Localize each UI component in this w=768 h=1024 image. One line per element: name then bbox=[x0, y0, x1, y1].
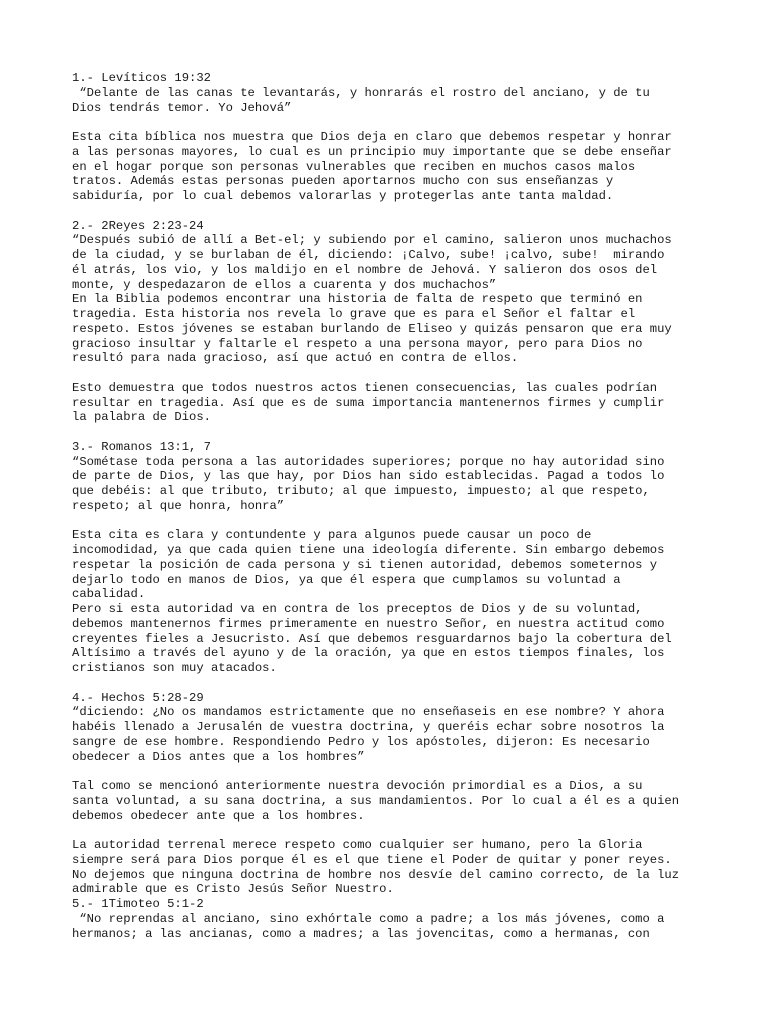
text-line: respeto. Estos jóvenes se estaban burlando de Eliseo y quizás pensaron que era muy bbox=[72, 321, 672, 336]
text-line: Esto demuestra que todos nuestros actos tienen consecuencias, las cuales podrían bbox=[72, 380, 658, 395]
text-line: Dios tendrás temor. Yo Jehová” bbox=[72, 100, 292, 115]
text-line: “Delante de las canas te levantarás, y honrarás el rostro del anciano, y de tu bbox=[72, 85, 650, 100]
text-line: debemos mantenernos firmes primeramente en nuestro Señor, en nuestra actitud como bbox=[72, 616, 665, 631]
text-line: de parte de Dios, y las que hay, por Dios han sido establecidas. Pagad a todos lo bbox=[72, 469, 665, 484]
text-line: en el hogar porque son personas vulnerables que reciben en muchos casos malos bbox=[72, 159, 636, 174]
text-line: “diciendo: ¿No os mandamos estrictamente que no enseñaseis en ese nombre? Y ahora bbox=[72, 705, 665, 720]
section-heading bbox=[72, 71, 712, 86]
text-line: la palabra de Dios. bbox=[72, 410, 211, 425]
text-line: santa voluntad, a su sana doctrina, a sus mandamientos. Por lo cual a él es a quien bbox=[72, 793, 680, 808]
body-paragraph bbox=[72, 292, 712, 366]
body-paragraph bbox=[72, 838, 712, 897]
bible-quote bbox=[72, 705, 712, 764]
text-line: a las personas mayores, lo cual es un principio muy importante que se debe enseñar bbox=[72, 144, 672, 159]
section-heading bbox=[72, 897, 712, 912]
text-line: Tal como se mencionó anteriormente nuestra devoción primordial es a Dios, a su bbox=[72, 779, 643, 793]
text-line: No dejemos que ninguna doctrina de hombre nos desvíe del camino correcto, de la luz bbox=[72, 867, 680, 882]
text-line: En la Biblia podemos encontrar una historia de falta de respeto que terminó en bbox=[72, 292, 643, 307]
body-paragraph bbox=[72, 130, 712, 204]
text-line: cabalidad. bbox=[72, 587, 146, 602]
text-line: “Después subió de allí a Bet-el; y subiendo por el camino, salieron unos muchachos bbox=[72, 233, 672, 248]
text-line: respeto; al que honra, honra” bbox=[72, 498, 285, 513]
text-line: “No reprendas al anciano, sino exhórtale como a padre; a los más jóvenes, como a bbox=[72, 911, 665, 926]
paragraph-spacer bbox=[72, 514, 712, 529]
bible-quote bbox=[72, 86, 712, 116]
text-line: que debéis: al que tributo, tributo; al que impuesto, impuesto; al que respeto, bbox=[72, 484, 650, 498]
text-line: 4.- Hechos 5:28-29 bbox=[72, 690, 204, 705]
text-line: resultar en tragedia. Así que es de suma importancia mantenernos firmes y cumplir bbox=[72, 395, 665, 410]
text-line: “Sométase toda persona a las autoridades superiores; porque no hay autoridad sino bbox=[72, 454, 665, 469]
text-line: 3.- Romanos 13:1, 7 bbox=[72, 439, 211, 454]
text-line: siempre será para Dios porque él es el que tiene el Poder de quitar y poner reyes. bbox=[72, 852, 672, 867]
text-line: de la ciudad, y se burlaban de él, diciendo: ¡Calvo, sube! ¡calvo, sube! mirando bbox=[72, 248, 665, 262]
text-line: sabiduría, por lo cual debemos valorarlas y protegerlas ante tanta maldad. bbox=[72, 189, 614, 203]
text-line: debemos obedecer ante que a los hombres. bbox=[72, 808, 365, 823]
text-line: admirable que es Cristo Jesús Señor Nuestro. bbox=[72, 882, 394, 897]
text-line: obedecer a Dios antes que a los hombres” bbox=[72, 749, 365, 764]
text-line: tratos. Además estas personas pueden aportarnos mucho con sus enseñanzas y bbox=[72, 174, 614, 189]
paragraph-spacer bbox=[72, 204, 712, 219]
text-line: gracioso insultar y faltarle el respeto a una persona mayor, pero para Dios no bbox=[72, 336, 643, 351]
section-heading bbox=[72, 440, 712, 455]
bible-quote bbox=[72, 233, 712, 292]
text-line: Esta cita bíblica nos muestra que Dios deja en claro que debemos respetar y honrar bbox=[72, 130, 672, 144]
text-line: dejarlo todo en manos de Dios, ya que él espera que cumplamos su voluntad a bbox=[72, 572, 621, 587]
paragraph-spacer bbox=[72, 764, 712, 779]
paragraph-spacer bbox=[72, 676, 712, 691]
text-line: Pero si esta autoridad va en contra de los preceptos de Dios y de su voluntad, bbox=[72, 602, 643, 616]
body-paragraph bbox=[72, 528, 712, 602]
bible-quote bbox=[72, 912, 712, 942]
text-line: La autoridad terrenal merece respeto como cualquier ser humano, pero la Gloria bbox=[72, 838, 643, 852]
text-line: 5.- 1Timoteo 5:1-2 bbox=[72, 897, 204, 911]
section-heading bbox=[72, 691, 712, 706]
text-line: 1.- Levíticos 19:32 bbox=[72, 71, 211, 85]
section-heading bbox=[72, 219, 712, 234]
text-line: creyentes fieles a Jesucristo. Así que debemos resguardarnos bajo la cobertura del bbox=[72, 631, 672, 646]
paragraph-spacer bbox=[72, 823, 712, 838]
text-line: respetar la posición de cada persona y si tienen autoridad, debemos someternos y bbox=[72, 557, 658, 572]
text-line: sangre de ese hombre. Respondiendo Pedro y los apóstoles, dijeron: Es necesario bbox=[72, 734, 650, 749]
paragraph-spacer bbox=[72, 425, 712, 440]
text-line: 2.- 2Reyes 2:23-24 bbox=[72, 218, 204, 233]
body-paragraph bbox=[72, 602, 712, 676]
text-line: Altísimo a través del ayuno y de la oración, ya que en estos tiempos finales, los bbox=[72, 646, 665, 661]
body-paragraph bbox=[72, 381, 712, 425]
paragraph-spacer bbox=[72, 115, 712, 130]
paragraph-spacer bbox=[72, 366, 712, 381]
text-line: habéis llenado a Jerusalén de vuestra doctrina, y queréis echar sobre nosotros la bbox=[72, 720, 665, 734]
text-line: resultó para nada gracioso, así que actuó en contra de ellos. bbox=[72, 351, 519, 366]
body-paragraph bbox=[72, 779, 712, 823]
text-line: cristianos son muy atacados. bbox=[72, 661, 277, 675]
text-line: tragedia. Esta historia nos revela lo grave que es para el Señor el faltar el bbox=[72, 307, 636, 321]
text-line: Esta cita es clara y contundente y para algunos puede causar un poco de bbox=[72, 528, 592, 543]
text-line: incomodidad, ya que cada quien tiene una ideología diferente. Sin embargo debemos bbox=[72, 543, 665, 557]
text-line: hermanos; a las ancianas, como a madres; a las jovencitas, como a hermanas, con bbox=[72, 926, 650, 941]
document-page bbox=[72, 71, 712, 941]
text-line: monte, y despedazaron de ellos a cuarenta y dos muchachos” bbox=[72, 277, 497, 292]
text-line: él atrás, los vio, y los maldijo en el nombre de Jehová. Y salieron dos osos del bbox=[72, 262, 658, 277]
bible-quote bbox=[72, 455, 712, 514]
